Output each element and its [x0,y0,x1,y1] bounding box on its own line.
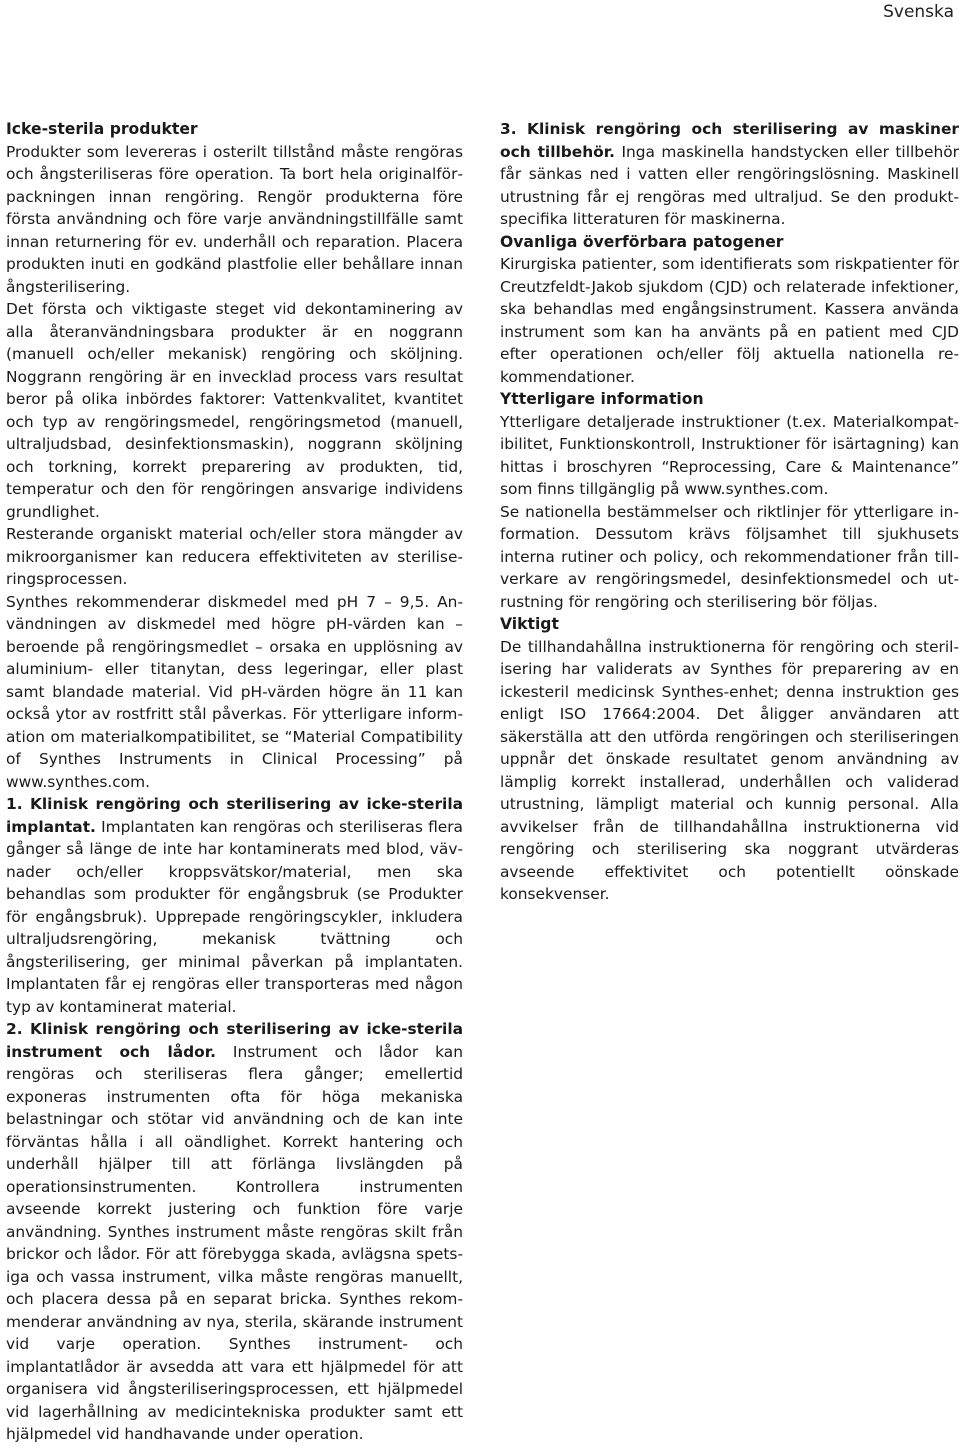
nonsterile-paragraph-2: Det första och viktigaste steget vid dekontaminering av alla återanvändningsbara produkter är en noggrann (manuell och/eller mekanisk) rengöring och sköljning. Noggrann rengöring är en invecklad process vars resultat beror på olika inbördes faktorer: Vattenkvalitet, kvantitet och typ av rengöringsmedel, rengöringsmetod (manuell, ultraljudsbad, desinfektionsmaskin), noggrann sköljning och torkning, korrekt preparering av produkten, tid, temperatur och den för rengöringen ansvarige individens grundlighet. [6,300,463,521]
section-3-paragraph [500,118,959,231]
additional-info-heading: Ytterligare information [500,390,704,408]
section-1-text: Implantaten kan rengöras och steriliseras flera gånger så länge de inte har kontaminerats med blod, vävnader och/eller kroppsvätskor/material, men ska behandlas som produkter för engångsbruk (se Produkter för engångsbruk). Upprepade rengöringscykler, inkludera ultraljudsrengöring, mekanisk tvättning och ångsterilisering, ger minimal påverkan på implantaten. Implantaten får ej rengöras eller transporteras med någon typ av kontaminerat material. [6,817,463,1016]
nonsterile-paragraph-4: Synthes rekommenderar diskmedel med pH 7 – 9,5. Användningen av diskmedel med högre pH-värden kan – beroende på rengöringsmedlet – orsaka en upplösning av aluminium- eller titanytan, dess legeringar, eller plast samt blandade material. Vid pH-värden högre än 11 kan också ytor av rostfritt stål påverkas. För ytterligare information om materialkompatibilitet, se “Material Compatibility of Synthes Instruments in Clinical Processing” på www.synthes.com. [6,592,463,791]
nonsterile-paragraph-3: Resterande organiskt material och/eller stora mängder av mikroorganismer kan reducera effektiviteten av steriliseringsprocessen. [6,525,463,588]
pathogens-paragraph: Kirurgiska patienter, som identifierats som riskpatienter för Creutzfeldt-Jakob sjukdom (CJD) och relaterade infektioner, ska behandlas med engångsinstrument. Kassera använda instrument som kan ha använts på en patient med CJD efter operationen och/eller följ aktuella nationella rekommendationer. [500,255,959,386]
additional-info-paragraph-1: Ytterligare detaljerade instruktioner (t.ex. Materialkompatibilitet, Funktionskontroll, Instruktioner för isärtagning) kan hittas i broschyren “Reprocessing, Care & Maintenance” som finns tillgänglig på www.synthes.com. [500,412,959,498]
important-heading: Viktigt [500,615,559,633]
section-2-paragraph [6,1018,463,1446]
language-label: Svenska [883,2,954,22]
section-3-text: Inga maskinella handstycken eller tillbehör får sänkas ned i vatten eller rengöringslösning. Maskinell utrustning får ej rengöras med ultraljud. Se den produktspecifika litteraturen för maskinerna. [500,142,959,228]
section-2-text: Instrument och lådor kan rengöras och steriliseras flera gånger; emellertid exponeras instrumenten ofta för höga mekaniska belastningar och stötar vid användning och de kan inte förväntas hålla i all oändlighet. Korrekt hantering och underhåll hjälper till att förlänga livslängden på operationsinstrumenten. Kontrollera instrumenten avseende korrekt justering och funktion före varje användning. Synthes instrument måste rengöras skilt från brickor och lådor. För att förebygga skada, avlägsna spetsiga och vassa instrument, vilka måste rengöras manuellt, och placera dessa på en separat bricka. Synthes rekommenderar användning av nya, sterila, skärande instrument vid varje operation. Synthes instrument- och implantatlådor är avsedda att vara ett hjälpmedel för att organisera vid ångsteriliseringsprocessen, ett hjälpmedel vid lagerhållning av medicintekniska produkter samt ett hjälpmedel vid handhavande under operation. [6,1042,463,1443]
additional-info-paragraph-2: Se nationella bestämmelser och riktlinjer för ytterligare information. Dessutom krävs följsamhet till sjukhusets interna rutiner och policy, och rekommendationer från tillverkare av rengöringsmedel, desinfektionsmedel och utrustning för rengöring och sterilisering bör följas. [500,502,959,611]
section-1-paragraph [6,793,463,1018]
section-3-heading: 3. Klinisk rengöring och sterilisering av maskiner och tillbehör. [500,120,959,161]
nonsterile-products-heading: Icke-sterila produkter [6,120,198,138]
left-column [6,118,463,1446]
important-paragraph: De tillhandahållna instruktionerna för rengöring och sterilisering har validerats av Synthes för preparering av en ickesteril medicinsk Synthes-enhet; denna instruktion ges enligt ISO 17664:2004. Det åligger användaren att säkerställa att den utförda rengöringen och steriliseringen uppnår det önskade resultatet genom användning av lämplig korrekt installerad, underhållen och validerad utrustning, lämpligt material och kunnig personal. Alla avvikelser från de tillhandahållna instruktionerna vid rengöring och sterilisering ska noggrant utvärderas avseende effektivitet och potentiellt oönskade konsekvenser. [500,637,959,903]
pathogens-heading: Ovanliga överförbara patogener [500,232,784,251]
right-column [500,118,959,906]
nonsterile-paragraph-1: Produkter som levereras i osterilt tillstånd måste rengöras och ångsteriliseras före operation. Ta bort hela originalförpackningen innan rengöring. Rengör produkterna före första användning och före varje användningstillfälle samt innan returnering för ev. underhåll och reparation. Placera produkten inuti en godkänd plastfolie eller behållare innan ångsterilisering. [6,142,463,296]
section-2-heading: 2. Klinisk rengöring och sterilisering av icke-sterila instrument och lådor. [6,1020,463,1061]
section-1-heading: 1. Klinisk rengöring och sterilisering av icke-sterila implantat. [6,795,463,836]
